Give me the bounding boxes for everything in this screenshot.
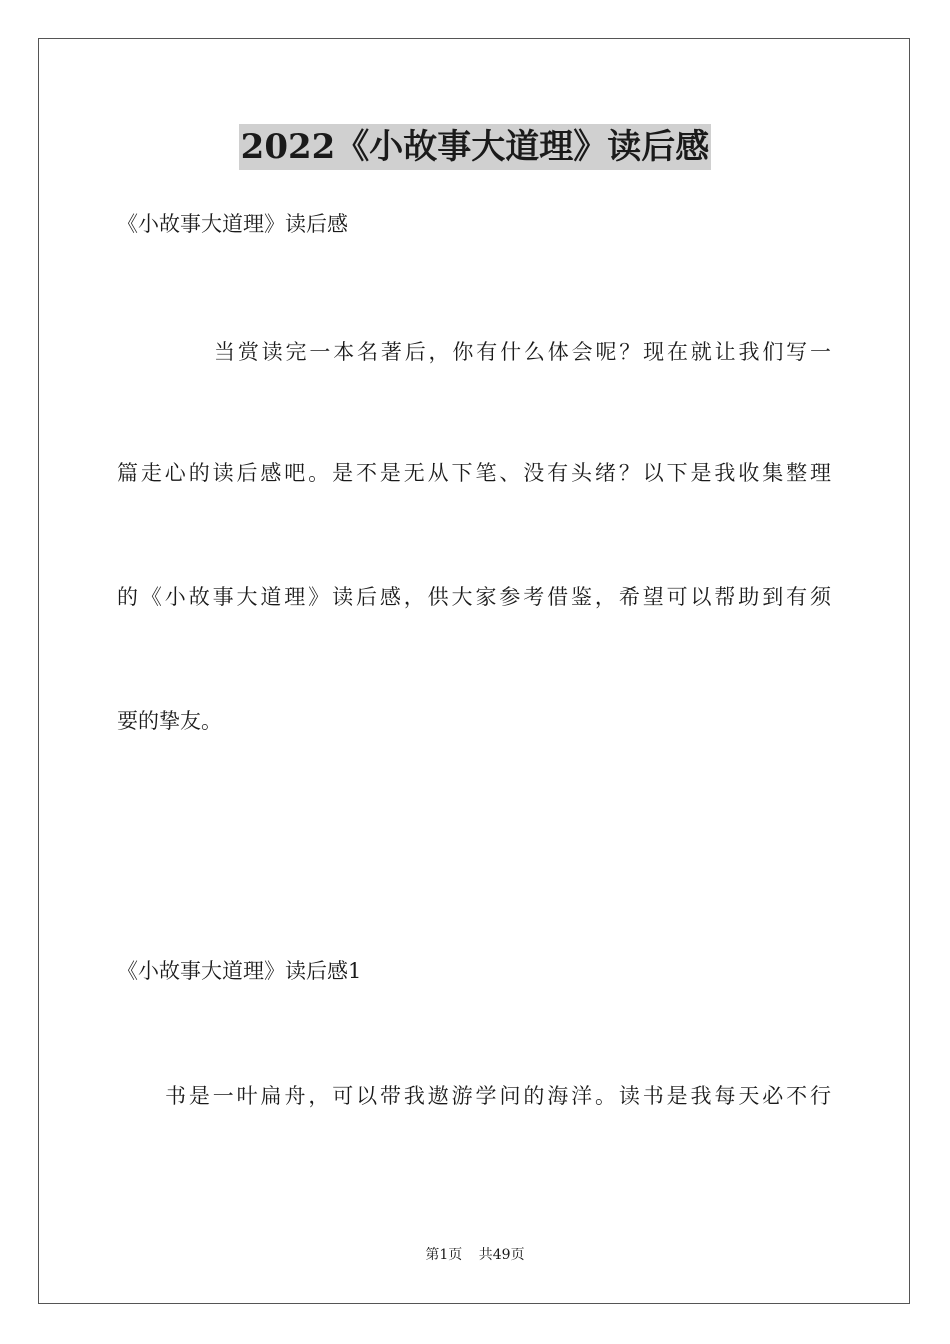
- section-line-1: 书是一叶扁舟，可以带我遨游学问的海洋。读书是我每天必不行: [165, 1084, 831, 1108]
- page-footer: [0, 1244, 950, 1264]
- page-number: 第1页: [425, 1247, 463, 1263]
- intro-line-3: 的《小故事大道理》读后感，供大家参考借鉴，希望可以帮助到有须: [117, 585, 831, 609]
- intro-line-2: 篇走心的读后感吧。是不是无从下笔、没有头绪？以下是我收集整理: [117, 461, 831, 485]
- subtitle: 《小故事大道理》读后感: [117, 212, 348, 236]
- section-heading: 《小故事大道理》读后感1: [117, 959, 362, 983]
- intro-line-4: 要的挚友。: [117, 709, 222, 733]
- title-container: [0, 124, 950, 170]
- total-pages: 共49页: [478, 1247, 525, 1263]
- document-title: 2022《小故事大道理》读后感: [239, 124, 712, 170]
- intro-line-1: 当赏读完一本名著后，你有什么体会呢？现在就让我们写一: [214, 340, 831, 364]
